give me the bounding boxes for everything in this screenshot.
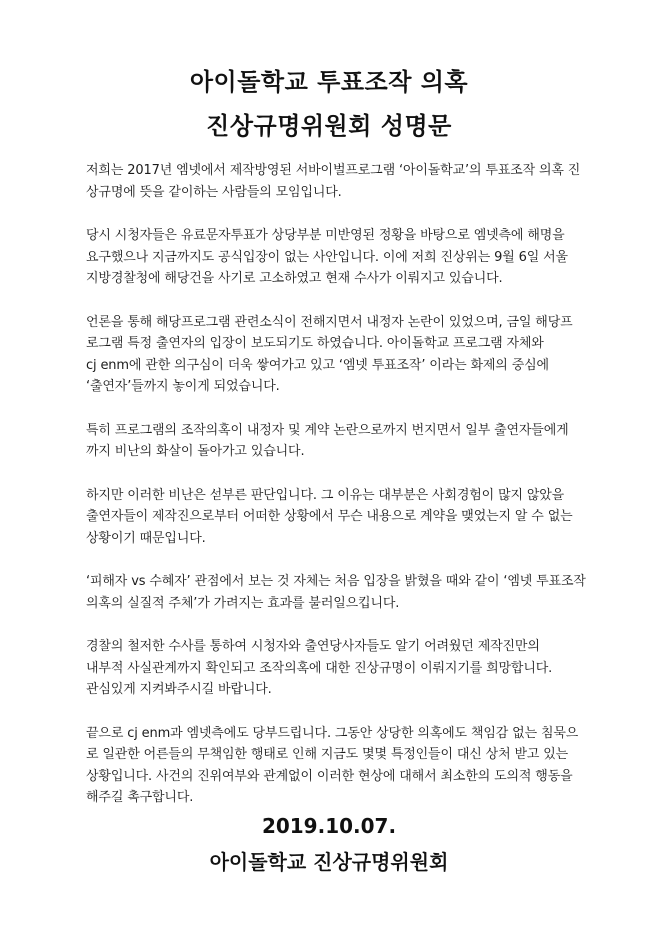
paragraph-line: 로 일관한 어른들의 무책임한 행태로 인해 지금도 몇몇 특정인들이 대신 상처 받고 있는 (86, 747, 569, 762)
paragraph-line: 상황이기 때문입니다. (86, 530, 206, 546)
paragraph-line: 내부적 사실관계까지 확인되고 조작의혹에 대한 진상규명이 이뤄지기를 희망합니다. (86, 660, 553, 676)
paragraph-6 (86, 571, 586, 614)
paragraph-line: 언론을 통해 해당프로그램 관련소식이 전해지면서 내정자 논란이 있었으며, 금일 해당프 (86, 314, 573, 330)
paragraph-line: 저희는 2017년 엠넷에서 제작방영된 서바이벌프로그램 ‘아이돌학교’의 투표조작 의혹 진 (86, 163, 581, 178)
paragraph-4 (86, 420, 576, 463)
paragraph-2 (86, 225, 576, 290)
paragraph-line: 끝으로 cj enm과 엠넷측에도 당부드립니다. 그동안 상당한 의혹에도 책임감 없는 침묵으 (86, 725, 579, 741)
statement-body (86, 160, 586, 831)
paragraph-7 (86, 636, 576, 701)
title-line-2: 진상규명위원회 성명문 (206, 112, 452, 140)
paragraph-line: 지방경찰청에 해당건을 사기로 고소하였고 현재 수사가 이뤄지고 있습니다. (86, 271, 503, 286)
organization-name: 아이돌학교 진상규명위원회 (209, 850, 449, 874)
paragraph-line: 출연자들이 제작진으로부터 어떠한 상황에서 무슨 내용으로 계약을 맺었는지 알 수 없는 (86, 509, 573, 524)
paragraph-line: 로그램 특정 출연자의 입장이 보도되기도 하였습니다. 아이돌학교 프로그램 자체와 (86, 336, 544, 351)
paragraph-line: 상규명에 뜻을 같이하는 사람들의 모임입니다. (86, 184, 342, 200)
paragraph-line: ‘출연자’들까지 놓이게 되었습니다. (86, 379, 280, 394)
paragraph-line: ‘피해자 vs 수혜자’ 관점에서 보는 것 자체는 처음 입장을 밝혔을 때와 같이 ‘엠넷 투표조작 (86, 574, 586, 589)
paragraph-5 (86, 485, 576, 550)
paragraph-8 (86, 723, 579, 809)
paragraph-line: 당시 시청자들은 유료문자투표가 상당부분 미반영된 정황을 바탕으로 엠넷측에 해명을 (86, 228, 565, 243)
paragraph-1 (86, 160, 581, 203)
paragraph-line: 경찰의 철저한 수사를 통하여 시청자와 출연당사자들도 알기 어려웠던 제작진만의 (86, 639, 540, 654)
paragraph-line: 해주길 촉구합니다. (86, 790, 194, 805)
paragraph-3 (86, 312, 576, 398)
statement-signature (0, 808, 658, 880)
paragraph-line: cj enm에 관한 의구심이 더욱 쌓여가고 있고 ‘엠넷 투표조작’ 이라는 화제의 중심에 (86, 357, 549, 373)
paragraph-line: 하지만 이러한 비난은 섣부른 판단입니다. 그 이유는 대부분은 사회경험이 많지 않았을 (86, 487, 565, 503)
paragraph-line: 관심있게 지켜봐주시길 바랍니다. (86, 682, 272, 697)
paragraph-line: 상황입니다. 사건의 진위여부와 관계없이 이러한 현상에 대해서 최소한의 도의적 행동을 (86, 768, 573, 784)
paragraph-line: 의혹의 실질적 주체’가 가려지는 효과를 불러일으킵니다. (86, 595, 400, 611)
statement-date: 2019.10.07. (261, 814, 397, 838)
title-line-1: 아이돌학교 투표조작 의혹 (189, 68, 469, 96)
paragraph-line: 까지 비난의 화살이 돌아가고 있습니다. (86, 444, 305, 459)
paragraph-line: 특히 프로그램의 조작의혹이 내정자 및 계약 논란으로까지 번지면서 일부 출연자들에게 (86, 422, 569, 438)
paragraph-line: 요구했으나 지금까지도 공식입장이 없는 사안입니다. 이에 저희 진상위는 9월 6일 서울 (86, 249, 568, 265)
statement-title (0, 60, 658, 148)
